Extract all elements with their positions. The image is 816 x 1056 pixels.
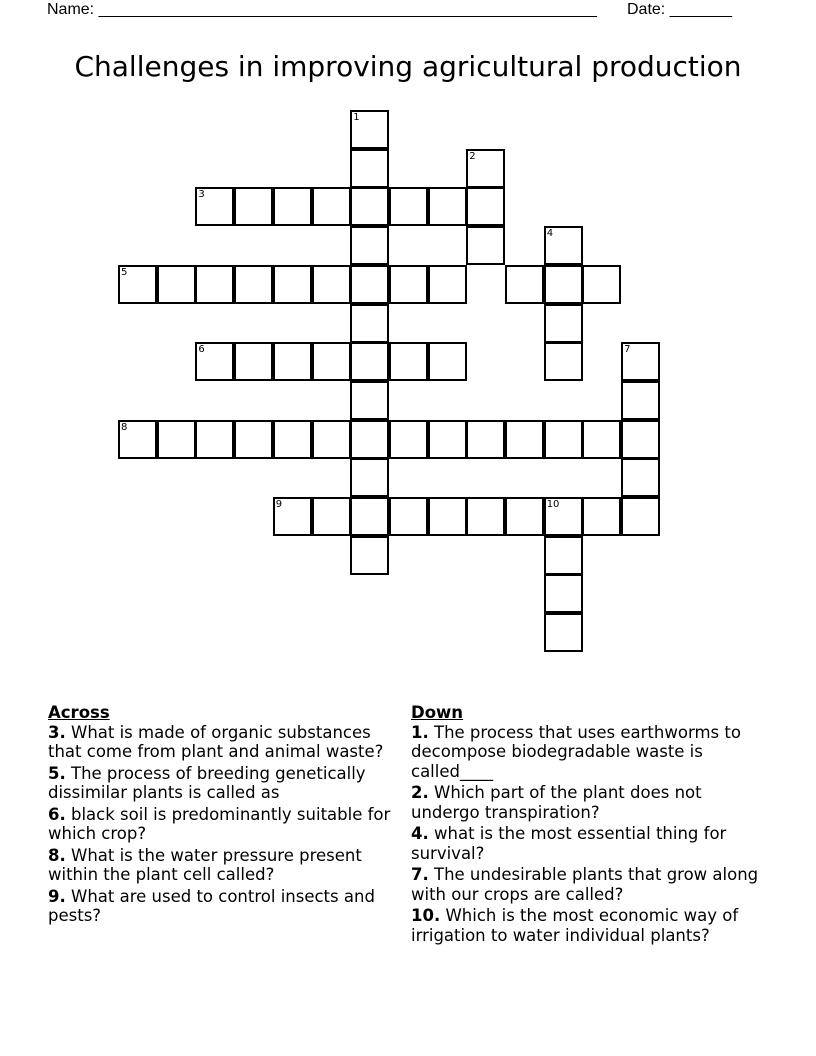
clue-number: 2. bbox=[411, 783, 429, 802]
clue-number: 9. bbox=[48, 886, 66, 906]
grid-cell[interactable] bbox=[350, 342, 389, 381]
clue-number: 1. bbox=[411, 722, 429, 742]
grid-cell[interactable] bbox=[621, 458, 660, 497]
grid-cell[interactable] bbox=[234, 342, 273, 381]
grid-cell-1[interactable] bbox=[350, 110, 389, 149]
clue-down-10 bbox=[411, 906, 771, 945]
clue-text: What are used to control insects and pests? bbox=[48, 886, 375, 925]
page-title: Challenges in improving agricultural production bbox=[74, 50, 742, 83]
clue-number-label: 3 bbox=[198, 189, 205, 201]
clue-text: The undesirable plants that grow along with our crops are called? bbox=[411, 865, 759, 904]
grid-cell[interactable] bbox=[544, 613, 583, 652]
grid-cell-9[interactable] bbox=[273, 497, 312, 536]
grid-cell[interactable] bbox=[582, 420, 621, 459]
grid-cell[interactable] bbox=[273, 420, 312, 459]
clue-number-label: 6 bbox=[198, 344, 205, 356]
clue-text: The process that uses earthworms to decompose biodegradable waste is called____ bbox=[411, 722, 741, 781]
grid-cell[interactable] bbox=[157, 265, 196, 304]
clue-text: Which is the most economic way of irrigation to water individual plants? bbox=[411, 906, 739, 945]
grid-cell[interactable] bbox=[389, 342, 428, 381]
grid-cell[interactable] bbox=[350, 420, 389, 459]
grid-cell[interactable] bbox=[234, 265, 273, 304]
grid-cell[interactable] bbox=[544, 574, 583, 613]
clue-number-label: 1 bbox=[353, 112, 360, 123]
grid-cell[interactable] bbox=[505, 420, 544, 459]
clue-text: What is made of organic substances that come from plant and animal waste? bbox=[48, 722, 384, 761]
grid-cell[interactable] bbox=[273, 342, 312, 381]
clue-number-label: 9 bbox=[275, 499, 283, 510]
grid-cell[interactable] bbox=[466, 420, 505, 459]
grid-cell[interactable] bbox=[312, 420, 351, 459]
grid-cell[interactable] bbox=[428, 265, 467, 304]
grid-cell[interactable] bbox=[428, 497, 467, 536]
grid-cell[interactable] bbox=[428, 420, 467, 459]
grid-cell[interactable] bbox=[621, 420, 660, 459]
clue-text: What is the water pressure present within the plant cell called? bbox=[48, 845, 362, 884]
grid-cell[interactable] bbox=[582, 497, 621, 536]
clue-number: 6. bbox=[48, 804, 66, 824]
grid-cell[interactable] bbox=[350, 536, 389, 575]
grid-cell[interactable] bbox=[273, 187, 312, 226]
grid-cell[interactable] bbox=[389, 187, 428, 226]
grid-cell-4[interactable] bbox=[544, 226, 583, 265]
grid-cell[interactable] bbox=[621, 381, 660, 420]
grid-cell-6[interactable] bbox=[195, 342, 234, 381]
grid-cell-8[interactable] bbox=[118, 420, 157, 459]
grid-cell[interactable] bbox=[466, 226, 505, 265]
grid-cell[interactable] bbox=[350, 226, 389, 265]
grid-cell[interactable] bbox=[428, 342, 467, 381]
grid-cell[interactable] bbox=[350, 381, 389, 420]
clue-number-label: 8 bbox=[121, 421, 128, 433]
clue-number: 4. bbox=[411, 824, 429, 843]
clue-number: 7. bbox=[411, 865, 429, 884]
grid-cell[interactable] bbox=[389, 497, 428, 536]
grid-cell[interactable] bbox=[312, 265, 351, 304]
clue-number: 10. bbox=[411, 906, 441, 925]
clue-down-1 bbox=[411, 723, 771, 782]
grid-cell[interactable] bbox=[312, 187, 351, 226]
grid-cell[interactable] bbox=[350, 265, 389, 304]
down-clues bbox=[411, 703, 771, 947]
clue-number-label: 7 bbox=[624, 344, 631, 356]
grid-cell[interactable] bbox=[389, 265, 428, 304]
grid-cell[interactable] bbox=[350, 304, 389, 343]
name-field: Name: ________________________________________________________ bbox=[47, 1, 597, 18]
grid-cell[interactable] bbox=[234, 187, 273, 226]
grid-cell[interactable] bbox=[505, 265, 544, 304]
grid-cell[interactable] bbox=[544, 420, 583, 459]
grid-cell[interactable] bbox=[621, 497, 660, 536]
grid-cell[interactable] bbox=[505, 497, 544, 536]
clue-text: black soil is predominantly suitable for which crop? bbox=[48, 804, 391, 843]
clue-text: Which part of the plant does not undergo transpiration? bbox=[411, 783, 702, 822]
grid-cell-2[interactable] bbox=[466, 149, 505, 188]
clue-text: what is the most essential thing for survival? bbox=[411, 824, 727, 863]
clue-down-4 bbox=[411, 824, 771, 863]
grid-cell[interactable] bbox=[157, 420, 196, 459]
grid-cell[interactable] bbox=[466, 187, 505, 226]
date-field: Date: _______ bbox=[627, 1, 732, 18]
grid-cell[interactable] bbox=[428, 187, 467, 226]
grid-cell[interactable] bbox=[544, 265, 583, 304]
grid-cell[interactable] bbox=[350, 149, 389, 188]
clue-down-2 bbox=[411, 783, 771, 822]
clue-across-9 bbox=[48, 887, 408, 926]
clue-number-label: 5 bbox=[121, 266, 128, 278]
grid-cell-7[interactable] bbox=[621, 342, 660, 381]
grid-cell[interactable] bbox=[544, 304, 583, 343]
clue-number-label: 10 bbox=[546, 499, 560, 510]
clue-down-7 bbox=[411, 865, 771, 904]
clue-number: 8. bbox=[48, 845, 66, 865]
clue-number-label: 4 bbox=[546, 228, 554, 240]
clue-across-8 bbox=[48, 846, 408, 885]
grid-cell[interactable] bbox=[312, 497, 351, 536]
grid-cell[interactable] bbox=[389, 420, 428, 459]
clue-across-3 bbox=[48, 723, 408, 762]
grid-cell[interactable] bbox=[350, 187, 389, 226]
grid-cell[interactable] bbox=[582, 265, 621, 304]
clue-across-5 bbox=[48, 764, 408, 803]
grid-cell[interactable] bbox=[544, 342, 583, 381]
grid-cell[interactable] bbox=[466, 497, 505, 536]
grid-cell-10[interactable] bbox=[544, 497, 583, 536]
grid-cell[interactable] bbox=[195, 420, 234, 459]
grid-cell[interactable] bbox=[234, 420, 273, 459]
grid-cell[interactable] bbox=[350, 497, 389, 536]
grid-cell-5[interactable] bbox=[118, 265, 157, 304]
clue-number: 5. bbox=[48, 763, 66, 783]
down-heading: Down bbox=[411, 703, 464, 722]
clue-across-6 bbox=[48, 805, 408, 844]
clue-number: 3. bbox=[48, 722, 66, 742]
across-heading: Across bbox=[48, 703, 110, 722]
clue-number-label: 2 bbox=[469, 150, 476, 162]
grid-cell[interactable] bbox=[312, 342, 351, 381]
across-clues bbox=[48, 703, 408, 928]
grid-cell[interactable] bbox=[544, 536, 583, 575]
clue-text: The process of breeding genetically dissimilar plants is called as bbox=[48, 763, 366, 802]
grid-cell[interactable] bbox=[195, 265, 234, 304]
grid-cell-3[interactable] bbox=[195, 187, 234, 226]
grid-cell[interactable] bbox=[273, 265, 312, 304]
grid-cell[interactable] bbox=[350, 458, 389, 497]
